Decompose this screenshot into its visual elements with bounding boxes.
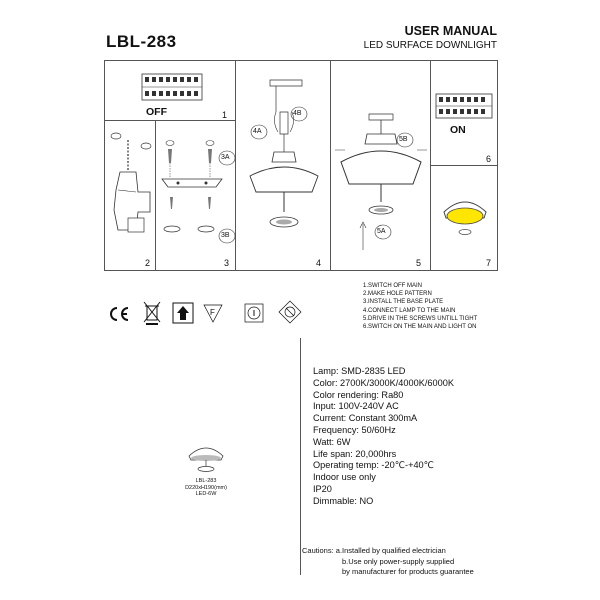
spec-item: Operating temp: -20℃-+40℃ bbox=[313, 460, 434, 471]
spec-item: Color rendering: Ra80 bbox=[313, 389, 404, 400]
spec-item: Watt: 6W bbox=[313, 436, 351, 447]
switch-off-label: OFF bbox=[146, 106, 167, 118]
step-item: 1.SWITCH OFF MAIN bbox=[363, 283, 422, 289]
caption-size: D220xH190(mm) bbox=[185, 484, 227, 491]
caution-line: by manufacturer for products guarantee bbox=[342, 567, 474, 576]
weee-bin-icon bbox=[142, 300, 162, 326]
step-item: 3.INSTALL THE BASE PLATE bbox=[363, 299, 444, 306]
spec-item: Current: Constant 300mA bbox=[313, 413, 418, 424]
f-mark-icon bbox=[202, 302, 224, 324]
spec-item: Indoor use only bbox=[313, 472, 376, 483]
terminal-block-icon bbox=[434, 90, 496, 124]
caution-line: b.Use only power-supply supplied bbox=[342, 556, 455, 566]
product-caption bbox=[176, 478, 236, 498]
step-item: 2.MAKE HOLE PATTERN bbox=[363, 291, 432, 298]
step-item: 5.DRIVE IN THE SCREWS UNTILL TIGHT bbox=[363, 315, 478, 322]
no-cover-icon bbox=[278, 300, 302, 324]
spec-item: Color: 2700K/3000K/4000K/6000K bbox=[313, 377, 454, 388]
callout-3a: 3A bbox=[221, 154, 230, 161]
spec-item: Dimmable: NO bbox=[313, 495, 374, 506]
specifications-list bbox=[313, 366, 454, 508]
terminal-block-icon bbox=[140, 70, 206, 106]
manual-subtitle: LED SURFACE DOWNLIGHT bbox=[363, 40, 497, 51]
callout-4b: 4B bbox=[293, 110, 302, 117]
downlight-icon bbox=[186, 440, 226, 474]
panel-number-6: 6 bbox=[486, 154, 492, 164]
panel-number-3: 3 bbox=[224, 258, 230, 268]
caption-model: LBL-283 bbox=[195, 478, 217, 484]
installation-steps bbox=[363, 282, 477, 331]
callout-5a: 5A bbox=[377, 228, 386, 235]
lit-lamp-icon bbox=[440, 190, 490, 240]
panel-number-4: 4 bbox=[316, 258, 322, 268]
spec-item: Frequency: 50/60Hz bbox=[313, 424, 396, 435]
lamp-connection-icon bbox=[240, 72, 326, 252]
class-ii-icon bbox=[172, 302, 194, 324]
spec-item: IP20 bbox=[313, 483, 332, 494]
callout-4a: 4A bbox=[253, 128, 262, 135]
panel-number-5: 5 bbox=[416, 258, 422, 268]
step-item: 6.SWITCH ON THE MAIN AND LIGHT ON bbox=[363, 324, 477, 331]
caution-line: Cautions: a.Installed by qualified electrician bbox=[302, 546, 446, 555]
panel-number-7: 7 bbox=[486, 258, 492, 268]
panel-number-1: 1 bbox=[222, 110, 228, 120]
drill-icon bbox=[106, 130, 154, 240]
manual-title: USER MANUAL bbox=[404, 24, 497, 38]
spec-item: Life span: 20,000hrs bbox=[313, 448, 397, 459]
model-number: LBL-283 bbox=[106, 32, 177, 51]
callout-5b: 5B bbox=[399, 136, 408, 143]
spec-item: Lamp: SMD-2835 LED bbox=[313, 366, 406, 376]
info-icon bbox=[243, 302, 265, 324]
step-item: 4.CONNECT LAMP TO THE MAIN bbox=[363, 307, 456, 314]
ce-mark bbox=[108, 306, 130, 322]
svg-text:F: F bbox=[210, 308, 215, 317]
callout-3b: 3B bbox=[221, 232, 230, 239]
spec-item: Input: 100V-240V AC bbox=[313, 401, 399, 412]
caption-power: LED-6W bbox=[195, 491, 217, 497]
switch-on-label: ON bbox=[450, 124, 466, 136]
panel-number-2: 2 bbox=[145, 258, 151, 268]
cautions-note bbox=[302, 546, 474, 578]
